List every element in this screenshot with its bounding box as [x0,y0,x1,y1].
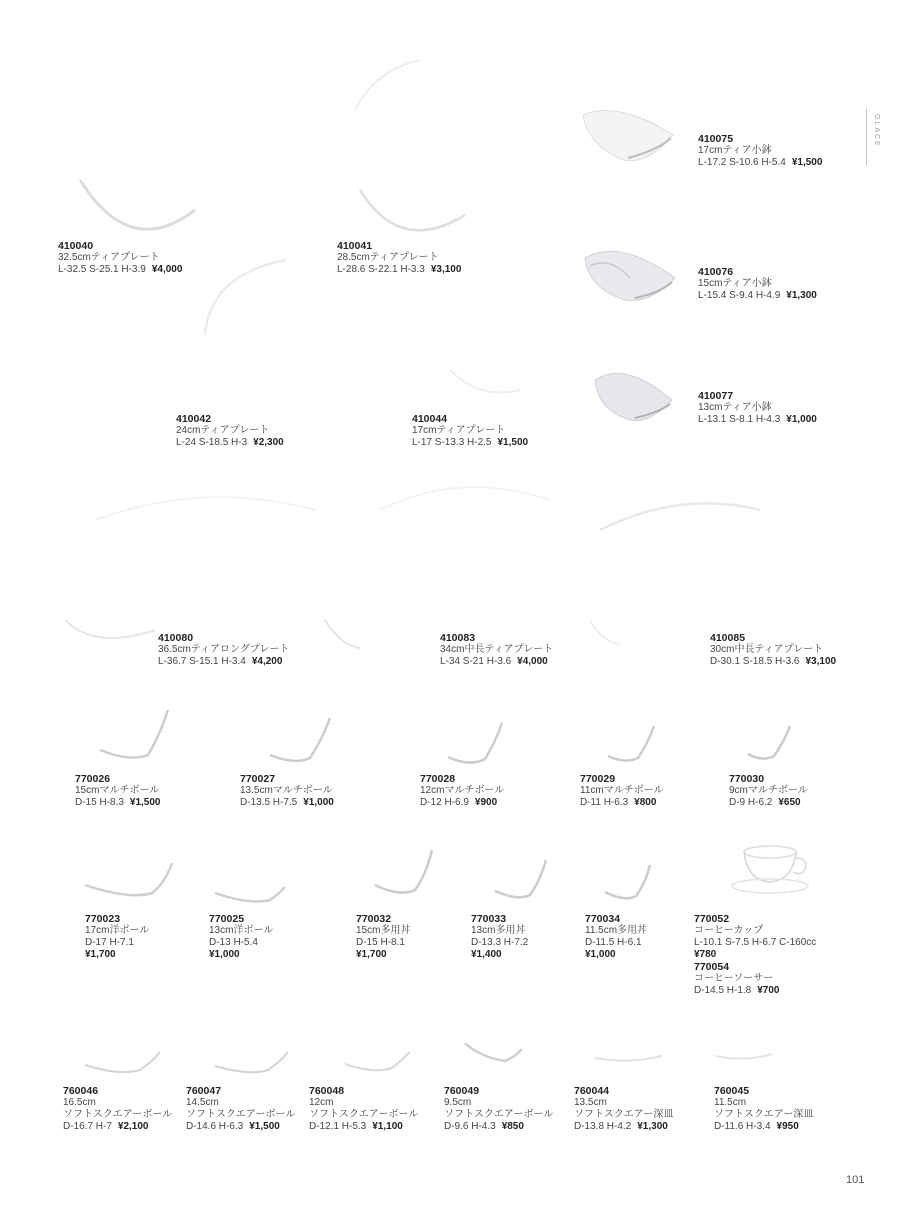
spec-text: L-17 S-13.3 H-2.5 [412,437,492,448]
product-code: 770023 [85,913,121,925]
product-image-770027 [260,710,340,770]
spec-text: L-15.4 S-9.4 H-4.9 [698,290,781,301]
product-code: 410044 [412,413,448,425]
product-spec [186,1121,295,1133]
product-image-410077 [590,360,680,430]
product-spec [176,437,284,449]
product-code: 770028 [420,773,456,785]
product-spec [698,414,817,426]
product-code: 770033 [471,913,507,925]
product-spec [698,290,817,302]
product-price: ¥900 [474,797,498,808]
product-770033 [471,913,528,961]
product-770029 [580,773,664,809]
product-410044 [412,413,528,449]
product-image-410040 [60,30,210,240]
product-code: 770029 [580,773,616,785]
product-name: 17cmティアプレート [412,425,506,436]
product-image-410080 [55,480,335,650]
spec-text: D-11.6 H-3.4 [714,1121,771,1132]
product-price: ¥4,200 [251,656,283,667]
product-price: ¥4,000 [151,264,183,275]
product-spec [420,797,504,809]
product-price: ¥2,300 [253,437,284,448]
spec-text: L-24 S-18.5 H-3 [176,437,248,448]
product-name: 12cmマルチボール [420,785,505,796]
product-image-770032 [370,845,440,900]
spec-text: L-13.1 S-8.1 H-4.3 [698,414,781,425]
section-tab [866,108,891,166]
product-image-410041 [340,40,490,240]
product-name: ソフトスクエアーボール [186,1109,296,1120]
product-spec [337,264,461,276]
product-760045 [714,1085,813,1133]
spec-text: D-9.6 H-4.3 [444,1121,496,1132]
product-410083 [440,632,553,668]
product-price: ¥1,100 [372,1121,403,1132]
product-spec [444,1121,553,1133]
product-name: 15cmマルチボール [75,785,160,796]
product-spec [240,797,334,809]
product-image-760048 [340,1040,420,1080]
product-image-760047 [210,1040,300,1080]
product-spec [694,985,816,997]
product-name: 28.5cmティアプレート [337,252,439,263]
product-price: ¥1,500 [791,157,823,168]
product-image-410076 [580,238,680,308]
product-name: 13.5cmマルチボール [240,785,333,796]
product-code: 410040 [58,240,94,252]
product-code: 410076 [698,266,734,278]
product-name: コーヒーソーサー [694,973,774,984]
spec-text: L-28.6 S-22.1 H-3.3 [337,264,425,275]
product-name: 32.5cmティアプレート [58,252,160,263]
product-name: 15cmティア小鉢 [698,278,772,289]
product-name: ソフトスクエアー深皿 [574,1109,674,1120]
section-tab-label: GLACE [873,114,880,148]
product-spec [75,797,161,809]
product-image-770025 [210,875,290,910]
product-code: 410041 [337,240,373,252]
product-770025 [209,913,273,961]
product-spec [158,656,289,668]
product-code: 770054 [694,961,730,973]
product-price: ¥3,100 [805,656,837,667]
product-size: 16.5cm [63,1097,96,1108]
product-image-770028 [440,715,510,770]
product-code: 760046 [63,1085,99,1097]
product-image-760045 [710,1040,780,1070]
product-price: ¥1,300 [786,290,817,301]
product-code: 410083 [440,632,476,644]
product-spec [440,656,553,668]
product-760046 [63,1085,172,1133]
product-code: 410042 [176,413,212,425]
product-spec [580,797,664,809]
product-image-410085 [580,490,770,650]
product-spec [714,1121,813,1133]
product-spec [710,656,836,668]
product-image-760046 [80,1040,170,1080]
product-spec: D-13 H-5.4 [209,937,258,948]
product-spec [574,1121,673,1133]
product-name: 9cmマルチボール [729,785,808,796]
product-name: 13cm洋ボール [209,925,274,936]
product-410042 [176,413,284,449]
product-code: 770026 [75,773,111,785]
product-name: ソフトスクエアーボール [63,1109,173,1120]
product-770023 [85,913,149,961]
product-image-770030 [740,720,800,765]
product-price: ¥1,000 [303,797,334,808]
product-name: 11.5cm多用丼 [585,925,648,936]
product-410080 [158,632,289,668]
product-410040 [58,240,182,276]
product-760048 [309,1085,418,1133]
product-code: 770032 [356,913,392,925]
product-price: ¥850 [501,1121,524,1132]
page-number: 101 [846,1174,865,1186]
product-770032 [356,913,410,961]
product-spec [729,797,808,809]
product-price: ¥1,000 [786,414,817,425]
product-size: 14.5cm [186,1097,219,1108]
product-image-770033 [490,855,555,905]
product-name: 24cmティアプレート [176,425,270,436]
product-770052 [694,913,816,997]
spec-text: D-14.6 H-6.3 [186,1121,244,1132]
product-price: ¥1,500 [129,797,161,808]
spec-text: L-36.7 S-15.1 H-3.4 [158,656,246,667]
product-760044 [574,1085,673,1133]
spec-text: D-15 H-8.3 [75,797,124,808]
product-price: ¥1,000 [585,949,616,960]
product-spec [412,437,528,449]
product-price: ¥2,100 [117,1121,149,1132]
product-price: ¥800 [634,797,657,808]
product-spec: L-10.1 S-7.5 H-6.7 C-160cc [694,937,817,948]
product-410041 [337,240,461,276]
product-image-770023 [80,855,180,905]
product-spec [58,264,182,276]
product-code: 770027 [240,773,276,785]
product-price: ¥650 [778,797,801,808]
product-code: 410077 [698,390,734,402]
product-770028 [420,773,504,809]
product-name: ソフトスクエアーボール [309,1109,419,1120]
product-name: ソフトスクエアー深皿 [714,1109,814,1120]
product-spec: D-15 H-8.1 [356,937,405,948]
product-760047 [186,1085,295,1133]
spec-text: D-13.5 H-7.5 [240,797,298,808]
product-image-770029 [600,718,660,768]
product-name: 36.5cmティアロングプレート [158,644,290,655]
product-price: ¥1,400 [471,949,502,960]
product-code: 770025 [209,913,245,925]
product-image-410083 [320,470,570,650]
product-price: ¥3,100 [430,264,462,275]
product-name: コーヒーカップ [694,925,764,936]
product-code: 760048 [309,1085,345,1097]
spec-text: D-16.7 H-7 [63,1121,112,1132]
product-price: ¥700 [757,985,780,996]
spec-text: L-34 S-21 H-3.6 [440,656,512,667]
product-size: 13.5cm [574,1097,607,1108]
product-price: ¥1,700 [356,949,387,960]
spec-text: L-17.2 S-10.6 H-5.4 [698,157,786,168]
product-770030 [729,773,808,809]
product-image-770034 [600,860,660,905]
spec-text: D-13.8 H-4.2 [574,1121,632,1132]
product-spec [63,1121,172,1133]
product-code: 770030 [729,773,765,785]
product-760049 [444,1085,553,1133]
product-name: 13cmティア小鉢 [698,402,772,413]
spec-text: D-12 H-6.9 [420,797,469,808]
product-spec: D-11.5 H-6.1 [585,937,642,948]
product-size: 9.5cm [444,1097,472,1108]
product-image-760044 [590,1040,670,1070]
product-image-410042 [195,255,305,405]
product-size: 12cm [309,1097,334,1108]
product-size: 11.5cm [714,1097,747,1108]
product-price: ¥1,500 [497,437,529,448]
product-spec: D-17 H-7.1 [85,937,134,948]
spec-text: D-14.5 H-1.8 [694,985,752,996]
product-770027 [240,773,334,809]
product-image-770052 [725,840,815,900]
product-code: 760047 [186,1085,222,1097]
product-name: 15cm多用丼 [356,925,411,936]
product-410076 [698,266,817,302]
product-price: ¥780 [694,949,717,960]
product-name: 11cmマルチボール [580,785,664,796]
product-code: 770052 [694,913,730,925]
product-410085 [710,632,836,668]
product-code: 760049 [444,1085,480,1097]
product-image-410075 [578,100,678,170]
product-code: 410085 [710,632,746,644]
product-code: 760045 [714,1085,750,1097]
spec-text: D-11 H-6.3 [580,797,629,808]
spec-text: L-32.5 S-25.1 H-3.9 [58,264,146,275]
product-410077 [698,390,817,426]
product-price: ¥1,300 [637,1121,668,1132]
product-410075 [698,133,822,169]
product-price: ¥1,700 [85,949,116,960]
product-770034 [585,913,647,961]
product-name: ソフトスクエアーボール [444,1109,554,1120]
product-image-760049 [460,1035,530,1075]
product-name: 17cmティア小鉢 [698,145,772,156]
product-price: ¥950 [776,1121,799,1132]
product-image-410044 [440,280,530,410]
product-name: 17cm洋ボール [85,925,150,936]
product-code: 770034 [585,913,621,925]
spec-text: D-9 H-6.2 [729,797,773,808]
product-price: ¥1,500 [249,1121,280,1132]
product-code: 410080 [158,632,194,644]
product-price: ¥4,000 [517,656,548,667]
spec-text: D-30.1 S-18.5 H-3.6 [710,656,800,667]
product-name: 34cm中長ティアプレート [440,644,554,655]
product-spec: D-13.3 H-7.2 [471,937,529,948]
spec-text: D-12.1 H-5.3 [309,1121,367,1132]
product-770026 [75,773,161,809]
product-price: ¥1,000 [209,949,240,960]
product-code: 410075 [698,133,734,145]
product-spec [698,157,822,169]
product-name: 13cm多用丼 [471,925,526,936]
product-code: 760044 [574,1085,610,1097]
product-image-770026 [90,700,180,770]
product-name: 30cm中長ティアプレート [710,644,824,655]
product-spec [309,1121,418,1133]
